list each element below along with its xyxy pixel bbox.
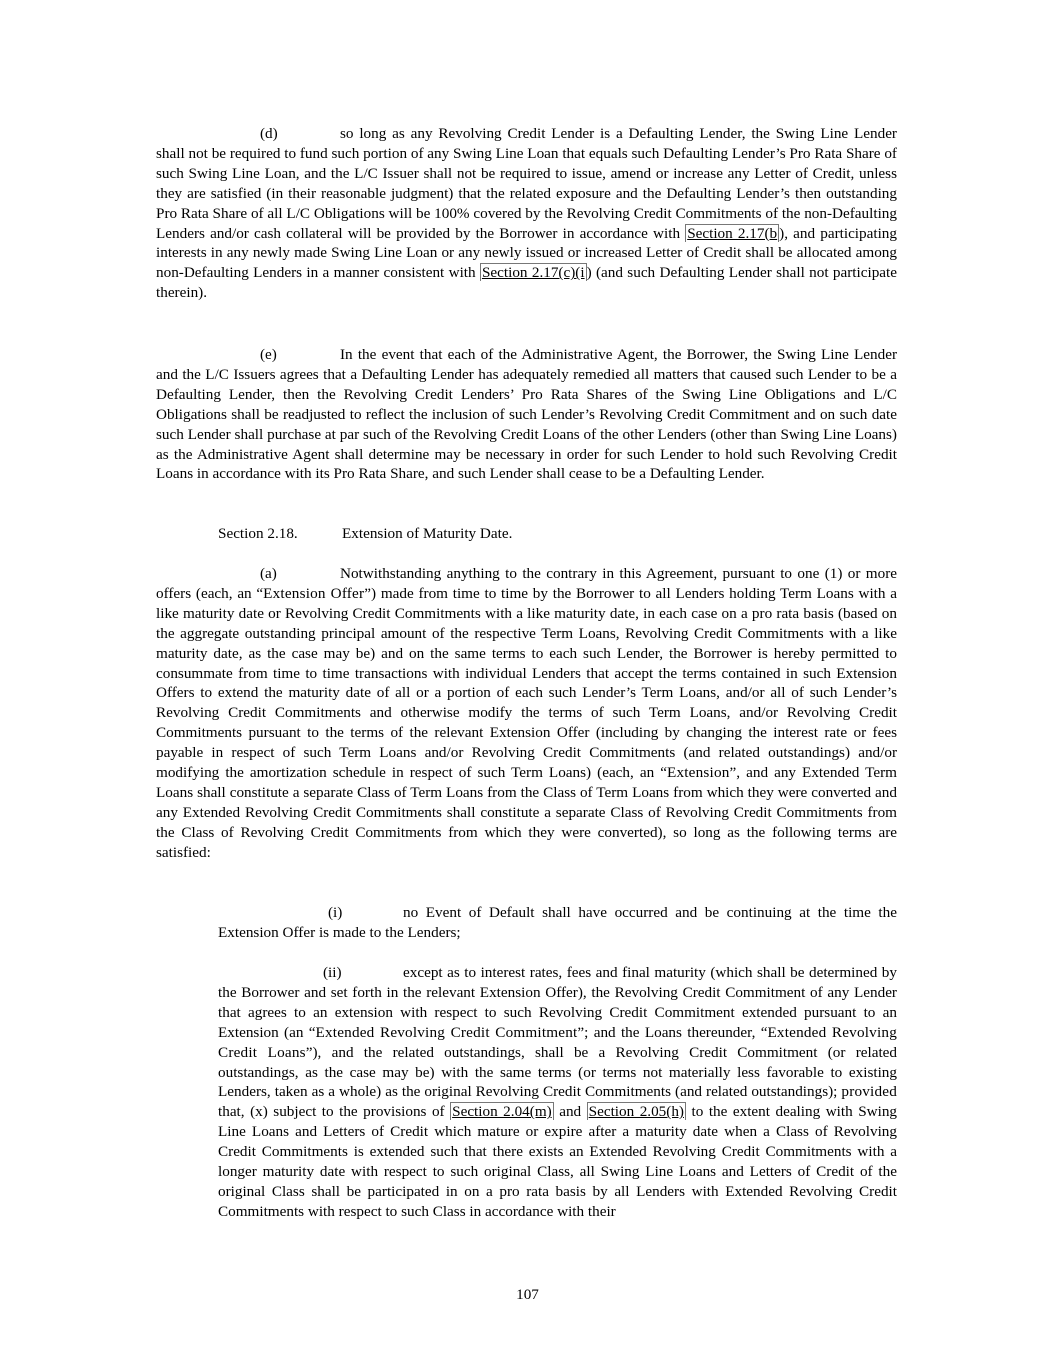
paragraph-d-text-1: so long as any Revolving Credit Lender is a Defaulting Lender, the Swing Line Lender shall not be required to fund such portion of any Swing Line Loan that equals such Defaulting Lender’s Pro Rata Share of such Swing Line Loan, and the L/C Issuer shall not be required to issue, amend or increase any Letter of Credit, unless they are satisfied (in their reasonable judgment) that the related exposure and the Defaulting Lender’s then outstanding Pro Rata Share of all L/C Obligations will be 100% covered by the Revolving Credit Commitments of the non-Defaulting Lenders and/or cash collateral will be provided by the Borrower in accordance with (156, 125, 897, 242)
page-number: 107 (516, 1286, 539, 1303)
defined-term-extension-offer: Extension Offer (263, 584, 365, 602)
paragraph-ii-label: (ii) (323, 964, 342, 981)
paragraph-i-label: (i) (328, 904, 343, 921)
paragraph-a (156, 564, 897, 863)
section-2-05-h-link[interactable] (587, 1102, 686, 1120)
section-title: Extension of Maturity Date. (342, 525, 513, 542)
section-number: Section 2.18. (218, 525, 298, 542)
paragraph-e-label: (e) (260, 346, 277, 363)
paragraph-a-text-3: ”, and any Extended Term Loans shall constitute a separate Class of Term Loans from the Class of Term Loans from which they were converted and any Extended Revolving Credit Commitments shall constitute a separate Class of Revolving Credit Commitments from the Class of Revolving Credit Commitments from which they were converted), so long as the following terms are satisfied: (156, 764, 897, 861)
proviso-term: provided (841, 1083, 897, 1101)
paragraph-d-text-3: ) (and such Defaulting Lender shall not participate therein). (156, 264, 897, 302)
paragraph-ii-text-1: except as to interest rates, fees and final maturity (which shall be determined by the Borrower and set forth in the relevant Extension Offer), the Revolving Credit Commitment of any Lender that agrees to an extension with respect to such Revolving Credit Commitment extended pursuant to an Extension (an “ (218, 964, 897, 1041)
paragraph-ii-text-6: to the extent dealing with Swing Line Loans and Letters of Credit which mature or expire after a maturity date when a Class of Revolving Credit Commitments is extended such that there exists an Extended Revolving Credit Commitments with a longer maturity date with respect to such original Class, all Swing Line Loans and Letters of Credit of the original Class shall be participated in on a pro rata basis by all Lenders with Extended Revolving Credit Commitments with respect to such Class in accordance with their (218, 1103, 898, 1220)
paragraph-a-text-2: ”) made from time to time by the Borrower to all Lenders holding Term Loans with a like maturity date or Revolving Credit Commitments with a like maturity date, in each case on a pro rata basis (based on the aggregate outstanding principal amount of the respective Term Loans, Revolving Credit Commitments with a like maturity date, as the case may be) and on the same terms to each such Lender, the Borrower is hereby permitted to consummate from time to time transactions with individual Lenders that accept the terms contained in such Extension Offers to extend the maturity date of all or a portion of each such Lender’s Term Loans, and/or all of such Lender’s Revolving Credit Commitments and otherwise modify the terms of such Term Loans, and/or Revolving Credit Commitments pursuant to the terms of the relevant Extension Offer (including by changing the interest rate or fees payable in respect of such Term Loans and/or Revolving Credit Commitments (and related outstandings) and/or modifying the amortization schedule in respect of such Term Loans) (each, an “ (156, 584, 897, 782)
defined-term-extension: Extension (666, 764, 730, 782)
defined-term-extended-revolving-credit-loans: Extended Revolving Credit Loans (218, 1023, 897, 1061)
section-2-05-h-link-text: Section 2.05(h) (588, 1103, 684, 1121)
defined-term-extended-revolving-credit-commitment: Extended Revolving Credit Commitment (315, 1023, 578, 1041)
paragraph-a-text-1: Notwithstanding anything to the contrary in this Agreement, pursuant to one (1) or more offers (each, an “ (156, 565, 897, 602)
paragraph-ii-text-4: that, (x) subject to the provisions of (218, 1103, 451, 1121)
paragraph-i (218, 903, 897, 943)
paragraph-ii-text-3: ”), and the related outstandings, shall be a Revolving Credit Commitment (or related outstandings, as the case may be) with the same terms (or terms not materially less favorable to existing Lenders, taken as a whole) as the original Revolving Credit Commitments (and related outstandings); (218, 1043, 898, 1101)
paragraph-i-text: no Event of Default shall have occurred and be continuing at the time the Extension Offer is made to the Lenders; (218, 904, 897, 941)
paragraph-d-text-2: ), and participating interests in any newly made Swing Line Loan or any newly issued or increased Letter of Credit shall be allocated among non-Defaulting Lenders in a manner consistent with (156, 224, 897, 282)
section-2-04-m-link[interactable] (450, 1102, 554, 1120)
paragraph-a-label: (a) (260, 565, 277, 582)
paragraph-d (156, 124, 897, 303)
paragraph-ii-text-2: ”; and the Loans thereunder, “ (577, 1023, 768, 1041)
paragraph-ii (218, 963, 897, 1222)
section-2-17-b-link-text: Section 2.17(b (687, 224, 778, 242)
section-2-17-c-i-link[interactable] (480, 263, 587, 281)
section-2-17-b-link[interactable] (685, 224, 779, 242)
paragraph-d-label: (d) (260, 125, 278, 142)
section-2-04-m-link-text: Section 2.04(m) (452, 1103, 552, 1121)
paragraph-e-text: In the event that each of the Administrative Agent, the Borrower, the Swing Line Lender and the L/C Issuers agrees that a Defaulting Lender has adequately remedied all matters that caused such Lender to be a Defaulting Lender, then the Revolving Credit Lenders’ Pro Rata Shares of the Swing Line Obligations and L/C Obligations shall be readjusted to reflect the inclusion of such Lender’s Revolving Credit Commitment and on such date such Lender shall purchase at par such of the Revolving Credit Loans of the other Lenders (other than Swing Line Loans) as the Administrative Agent shall determine may be necessary in order for such Lender to hold such Revolving Credit Loans in accordance with its Pro Rata Share, and such Lender shall cease to be a Defaulting Lender. (156, 346, 897, 483)
paragraph-ii-text-5: and (553, 1103, 587, 1121)
section-2-17-c-i-link-text: Section 2.17(c)(i (481, 264, 585, 282)
paragraph-e (156, 345, 897, 484)
section-heading (218, 524, 512, 544)
